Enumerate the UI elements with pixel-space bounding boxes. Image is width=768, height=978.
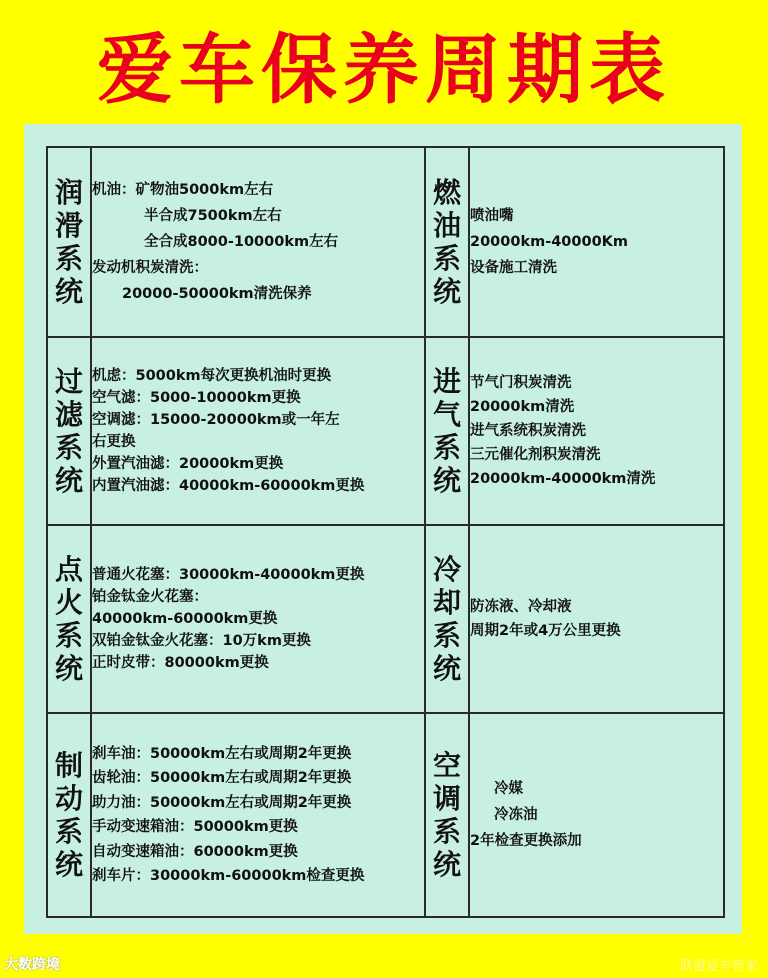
system-label-char: 统 [432,652,461,685]
detail-line: 右更换 [92,434,136,450]
system-label-char: 气 [432,398,461,431]
system-label-char: 冷 [432,553,461,586]
page-title: 爱车保养周期表 [97,25,671,114]
detail-line: 设备施工清洗 [470,260,557,276]
maintenance-table [46,146,725,918]
system-label-char: 系 [432,619,461,652]
detail-line: 发动机积炭清洗： [92,260,208,276]
system-label-char: 过 [54,365,83,398]
system-label-char: 系 [54,619,83,652]
detail-line: 20000km-40000km清洗 [470,471,656,487]
system-label-char: 统 [54,275,83,308]
detail-line: 20000km清洗 [470,399,575,415]
system-label-char: 系 [432,815,461,848]
detail-line: 节气门积炭清洗 [470,375,572,391]
detail-line: 自动变速箱油：60000km更换 [92,843,298,860]
detail-line: 20000-50000km清洗保养 [122,286,312,302]
system-label-char: 滤 [54,398,83,431]
detail-line: 助力油：50000km左右或周期2年更换 [92,794,352,811]
system-label [425,713,469,917]
detail-line: 进气系统积炭清洗 [470,423,586,439]
detail-line: 机油：矿物油5000km左右 [92,182,274,198]
system-details [469,713,724,917]
system-details [469,147,724,337]
system-details [91,337,425,525]
system-label-char: 滑 [54,209,83,242]
detail-line: 刹车片：30000km-60000km检查更换 [92,868,365,884]
detail-line: 冷冻油 [494,807,538,823]
system-label-char: 系 [54,815,83,848]
detail-line: 三元催化剂积炭清洗 [470,447,601,463]
detail-line: 2年检查更换添加 [470,833,582,849]
system-label-char: 统 [432,464,461,497]
system-label-char: 火 [54,586,83,619]
system-label-char: 动 [54,782,83,815]
detail-line: 齿轮油：50000km左右或周期2年更换 [92,770,352,786]
detail-line: 半合成7500km左右 [144,208,282,224]
table-row [47,337,724,525]
system-label [47,337,91,525]
system-label-char: 系 [54,242,83,275]
detail-line: 正时皮带：80000km更换 [92,655,269,671]
detail-line: 喷油嘴 [470,208,514,224]
detail-line: 手动变速箱油：50000km更换 [92,819,298,835]
detail-line: 普通火花塞：30000km-40000km更换 [92,567,365,583]
system-label-char: 系 [432,431,461,464]
detail-line: 周期2年或4万公里更换 [470,623,621,639]
system-label-char: 调 [432,782,461,815]
system-label-char: 点 [54,553,83,586]
detail-line: 内置汽油滤：40000km-60000km更换 [92,478,365,494]
system-label [47,713,91,917]
detail-line: 机虑：5000km每次更换机油时更换 [92,368,332,384]
system-details [469,525,724,713]
detail-line: 空调滤：15000-20000km或一年左 [92,412,340,428]
system-label [425,147,469,337]
system-details [91,147,425,337]
detail-line: 防冻液、冷却液 [470,599,572,615]
system-label-char: 系 [432,242,461,275]
system-label-char: 系 [54,431,83,464]
system-label-char: 进 [432,365,461,398]
table-row [47,713,724,917]
detail-line: 刹车油：50000km左右或周期2年更换 [92,745,352,762]
system-label-char: 统 [432,275,461,308]
system-label [425,337,469,525]
detail-line: 冷媒 [494,781,523,797]
system-label-char: 油 [432,209,461,242]
system-label-char: 空 [432,749,461,782]
system-label [425,525,469,713]
system-details [469,337,724,525]
detail-line: 20000km-40000Km [470,234,629,250]
system-label-char: 润 [54,176,83,209]
system-details [91,713,425,917]
detail-line: 双铂金钛金火花塞：10万km更换 [92,633,311,649]
detail-line: 空气滤：5000-10000km更换 [92,390,301,406]
detail-line: 全合成8000-10000km左右 [144,234,339,250]
watermark-right: 联盟爱车管家 [679,959,758,974]
detail-line: 外置汽油滤：20000km更换 [92,456,284,472]
table-row [47,525,724,713]
system-label-char: 制 [54,749,83,782]
detail-line: 铂金钛金火花塞： [92,589,208,605]
system-label-char: 统 [432,848,461,881]
table-row [47,147,724,337]
watermark-left: 大数跨境 [4,957,60,973]
detail-line: 40000km-60000km更换 [92,611,278,627]
system-label-char: 燃 [432,176,461,209]
system-label-char: 统 [54,652,83,685]
system-label-char: 却 [432,586,461,619]
system-label [47,525,91,713]
system-label-char: 统 [54,464,83,497]
system-details [91,525,425,713]
system-label-char: 统 [54,848,83,881]
system-label [47,147,91,337]
